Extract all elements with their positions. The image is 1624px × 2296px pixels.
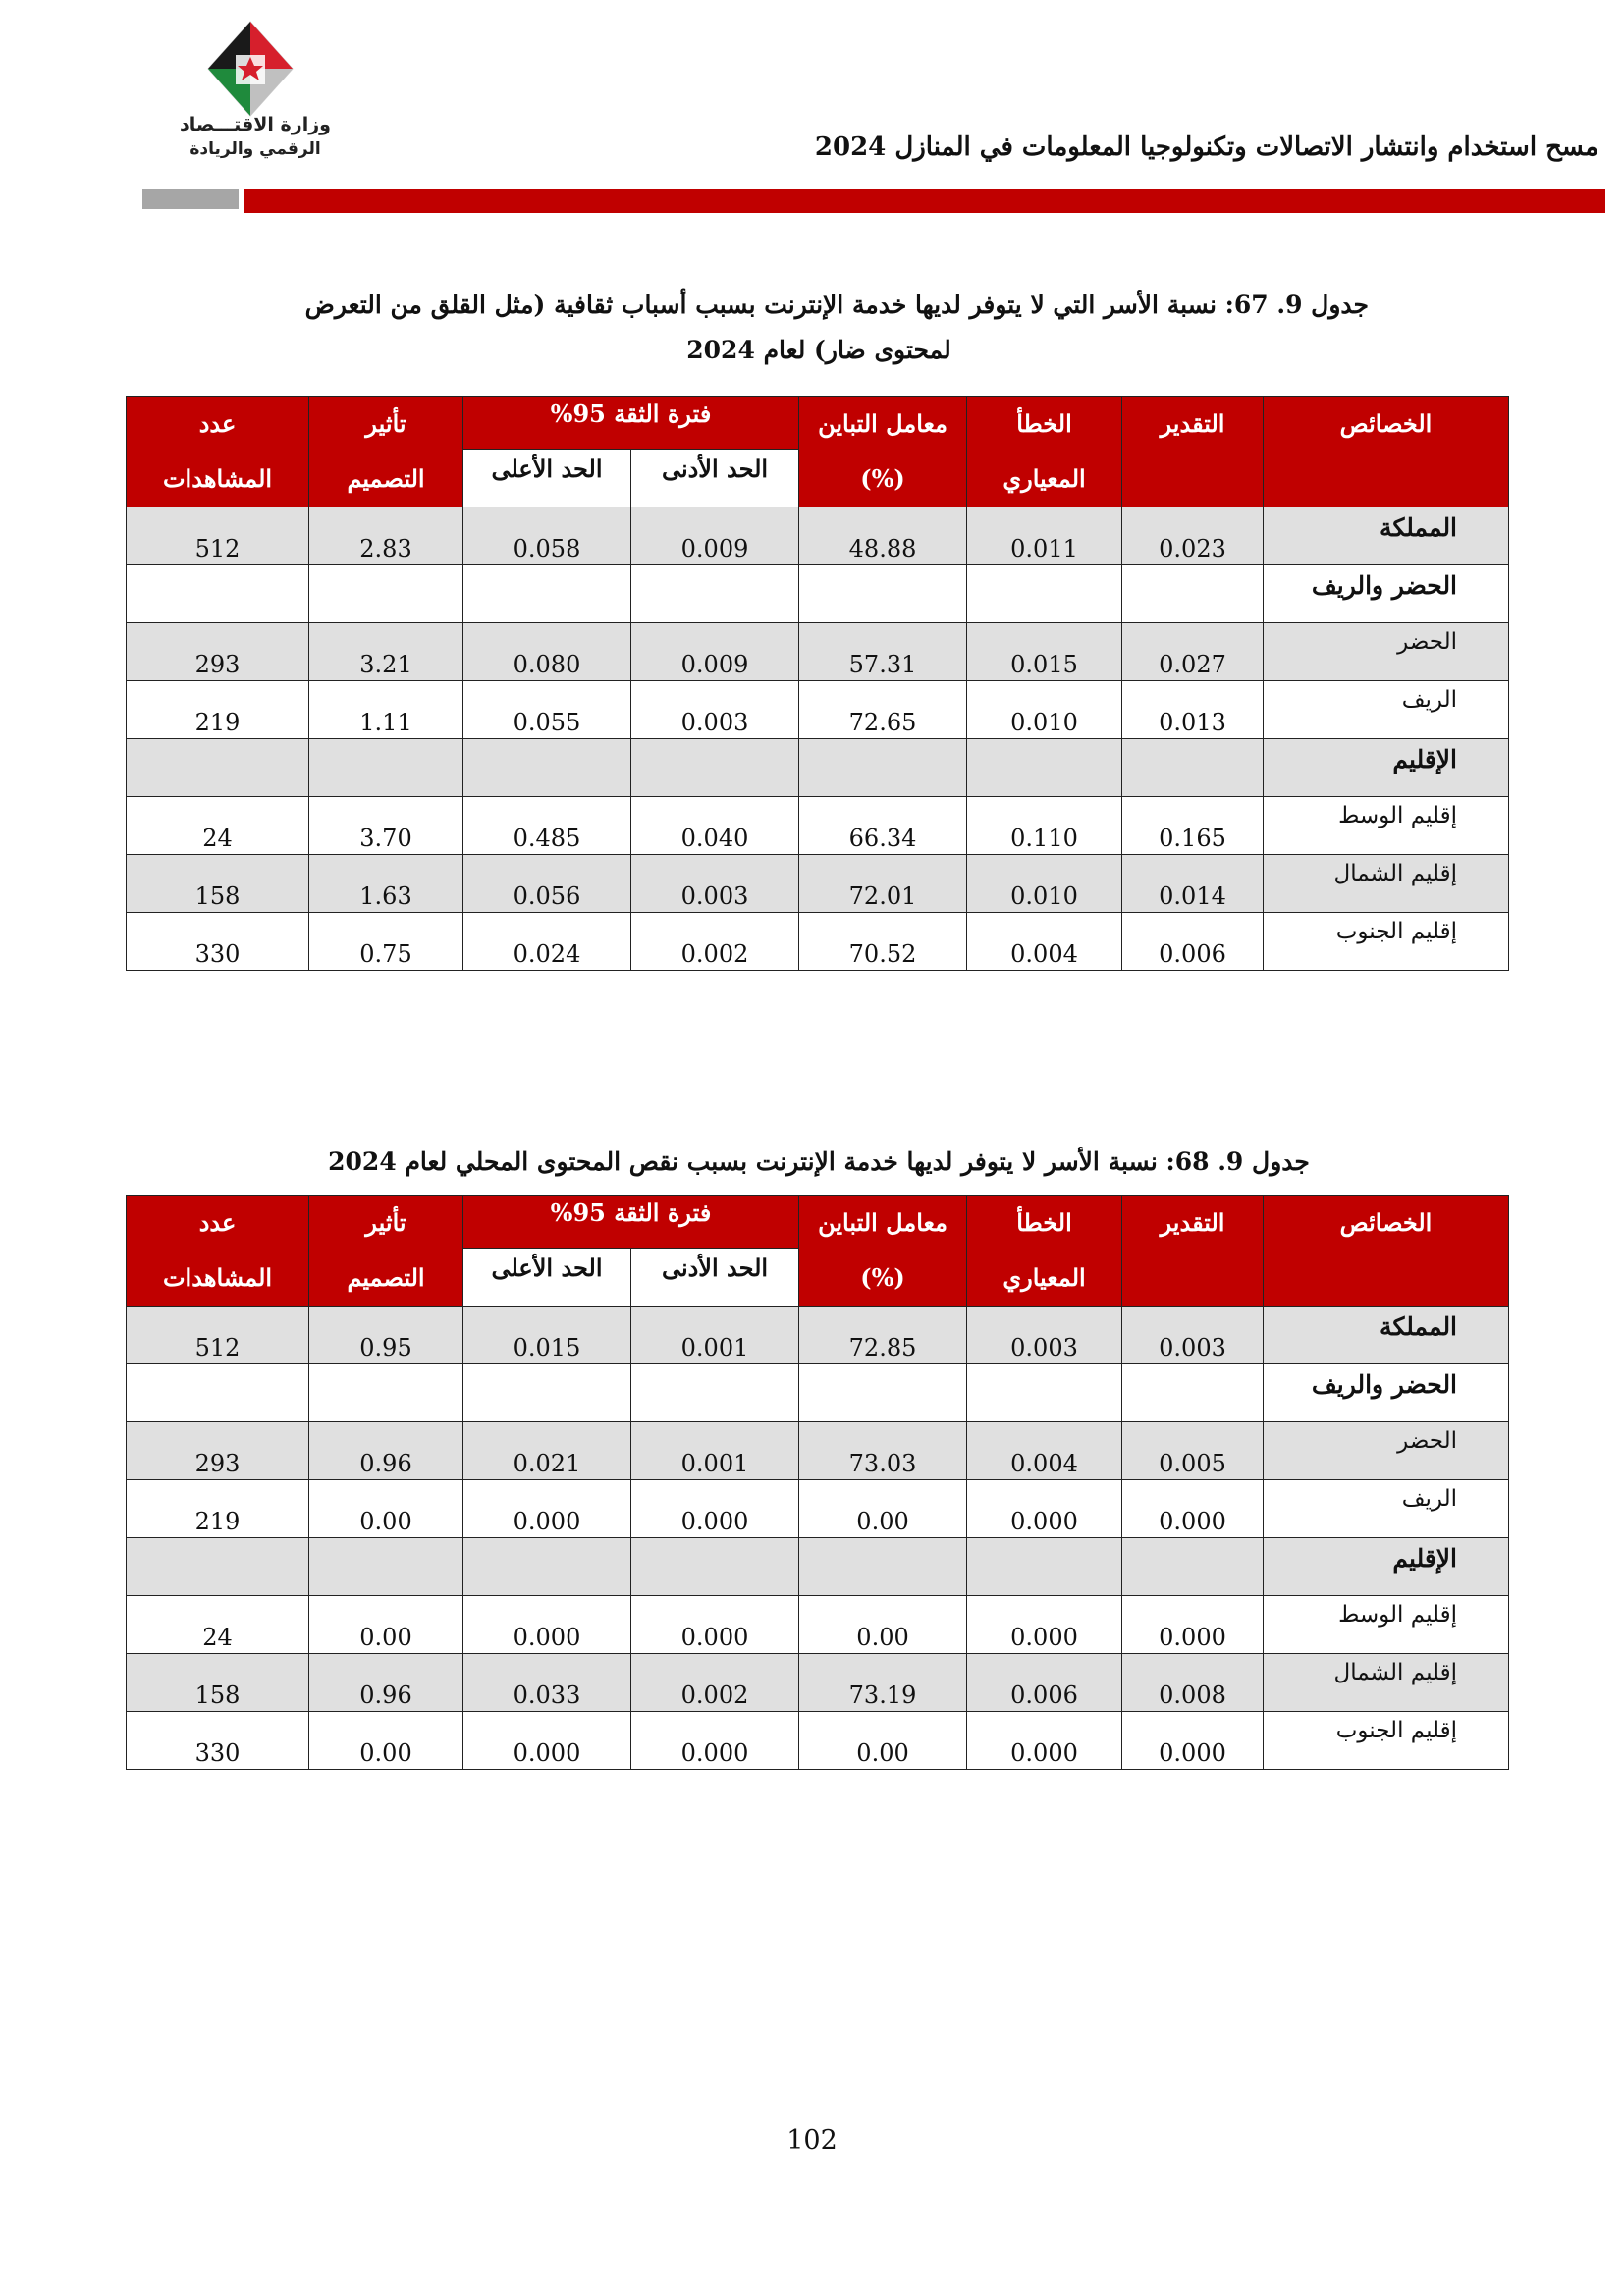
row-label: الريف [1264,681,1509,739]
table-row [127,1364,1509,1422]
upper-bound-cell: 0.021 [463,1422,631,1480]
table2-caption-line1: جدول 9. 68: نسبة الأسر لا يتوفر لديها خدمة الإنترنت بسبب نقص المحتوى المحلي لعام 2024 [328,1148,1310,1176]
estimate-cell [1122,1538,1264,1596]
cv-cell: 72.85 [799,1307,967,1364]
std-error-cell: 0.003 [967,1307,1122,1364]
row-label: الحضر [1264,1422,1509,1480]
std-error-cell [967,739,1122,797]
ministry-logo [177,20,334,167]
row-label: الحضر [1264,623,1509,681]
upper-bound-cell: 0.000 [463,1596,631,1654]
lower-bound-cell: 0.000 [631,1480,799,1538]
estimate-cell: 0.006 [1122,913,1264,971]
design-effect-cell [309,1364,463,1422]
cv-cell: 0.00 [799,1712,967,1770]
lower-bound-cell [631,565,799,623]
observations-cell: 512 [127,1307,309,1364]
observations-cell: 330 [127,913,309,971]
observations-cell: 293 [127,623,309,681]
row-label: إقليم الشمال [1264,855,1509,913]
header-observations: عدد المشاهدات [127,397,309,507]
header-characteristics: الخصائص [1264,397,1509,507]
observations-cell: 219 [127,1480,309,1538]
report-title: مسح استخدام وانتشار الاتصالات وتكنولوجيا المعلومات في المنازل 2024 [814,133,1598,162]
estimate-cell [1122,1364,1264,1422]
design-effect-cell: 3.70 [309,797,463,855]
table-row [127,507,1509,565]
header-upper-bound: الحد الأعلى [463,1248,631,1306]
design-effect-cell: 0.00 [309,1712,463,1770]
header-std-error: الخطأ المعياري [967,1196,1122,1307]
table-row [127,565,1509,623]
cv-cell [799,1364,967,1422]
design-effect-cell [309,739,463,797]
cv-cell: 72.65 [799,681,967,739]
lower-bound-cell: 0.009 [631,623,799,681]
lower-bound-cell [631,739,799,797]
table1-caption-line2: لمحتوى ضار) لعام 2024 [686,336,951,364]
design-effect-cell: 0.75 [309,913,463,971]
design-effect-cell: 0.00 [309,1480,463,1538]
page-number: 102 [786,2125,838,2156]
header-upper-bound: الحد الأعلى [463,449,631,507]
row-label: الإقليم [1264,1538,1509,1596]
cv-cell: 73.03 [799,1422,967,1480]
estimate-cell [1122,565,1264,623]
lower-bound-cell: 0.040 [631,797,799,855]
lower-bound-cell: 0.003 [631,681,799,739]
logo-line-2: الرقمي والريادة [189,139,321,159]
estimate-cell: 0.000 [1122,1712,1264,1770]
table-row [127,855,1509,913]
estimate-cell: 0.000 [1122,1480,1264,1538]
table-row [127,1596,1509,1654]
table-row [127,913,1509,971]
header-lower-bound: الحد الأدنى [631,1248,799,1306]
observations-cell: 330 [127,1712,309,1770]
observations-cell: 24 [127,1596,309,1654]
design-effect-cell: 1.11 [309,681,463,739]
upper-bound-cell: 0.024 [463,913,631,971]
row-label: الحضر والريف [1264,565,1509,623]
cv-cell [799,565,967,623]
upper-bound-cell [463,565,631,623]
estimate-cell: 0.165 [1122,797,1264,855]
observations-cell [127,1364,309,1422]
lower-bound-cell: 0.001 [631,1422,799,1480]
cv-cell: 73.19 [799,1654,967,1712]
logo-line-1: وزارة الاقتـــصاد [180,114,331,135]
estimate-cell: 0.003 [1122,1307,1264,1364]
design-effect-cell: 3.21 [309,623,463,681]
row-label: إقليم الجنوب [1264,1712,1509,1770]
std-error-cell: 0.006 [967,1654,1122,1712]
header-design-effect: تأثير التصميم [309,397,463,507]
cv-cell: 66.34 [799,797,967,855]
std-error-cell [967,1538,1122,1596]
upper-bound-cell [463,1364,631,1422]
table-row [127,623,1509,681]
row-label: إقليم الوسط [1264,1596,1509,1654]
table-row [127,1654,1509,1712]
upper-bound-cell [463,739,631,797]
design-effect-cell: 2.83 [309,507,463,565]
header-confidence-interval: فترة الثقة 95% [463,1196,799,1249]
observations-cell: 512 [127,507,309,565]
lower-bound-cell: 0.002 [631,913,799,971]
cv-cell: 0.00 [799,1480,967,1538]
cv-cell [799,739,967,797]
design-effect-cell [309,1538,463,1596]
header-design-effect: تأثير التصميم [309,1196,463,1307]
cv-cell: 0.00 [799,1596,967,1654]
upper-bound-cell: 0.058 [463,507,631,565]
table-row [127,739,1509,797]
upper-bound-cell: 0.000 [463,1712,631,1770]
estimate-cell: 0.014 [1122,855,1264,913]
header-estimate: التقدير [1122,397,1264,507]
header-std-error: الخطأ المعياري [967,397,1122,507]
header-red-bar [244,189,1605,213]
row-label: الإقليم [1264,739,1509,797]
header-cv: معامل التباين (%) [799,397,967,507]
observations-cell [127,1538,309,1596]
observations-cell: 158 [127,1654,309,1712]
std-error-cell [967,1364,1122,1422]
table1 [126,396,1509,971]
header-gray-bar [142,189,239,209]
cv-cell: 70.52 [799,913,967,971]
estimate-cell: 0.008 [1122,1654,1264,1712]
upper-bound-cell: 0.485 [463,797,631,855]
std-error-cell: 0.004 [967,1422,1122,1480]
lower-bound-cell: 0.002 [631,1654,799,1712]
estimate-cell: 0.000 [1122,1596,1264,1654]
observations-cell: 219 [127,681,309,739]
lower-bound-cell: 0.000 [631,1596,799,1654]
lower-bound-cell: 0.009 [631,507,799,565]
cv-cell [799,1538,967,1596]
table-row [127,1307,1509,1364]
estimate-cell: 0.023 [1122,507,1264,565]
row-label: الريف [1264,1480,1509,1538]
header-lower-bound: الحد الأدنى [631,449,799,507]
estimate-cell [1122,739,1264,797]
header-confidence-interval: فترة الثقة 95% [463,397,799,450]
std-error-cell: 0.004 [967,913,1122,971]
design-effect-cell: 0.96 [309,1654,463,1712]
upper-bound-cell: 0.080 [463,623,631,681]
cv-cell: 57.31 [799,623,967,681]
std-error-cell: 0.010 [967,855,1122,913]
row-label: إقليم الشمال [1264,1654,1509,1712]
lower-bound-cell: 0.003 [631,855,799,913]
std-error-cell: 0.011 [967,507,1122,565]
header-cv: معامل التباين (%) [799,1196,967,1307]
estimate-cell: 0.005 [1122,1422,1264,1480]
table-row [127,797,1509,855]
lower-bound-cell [631,1538,799,1596]
design-effect-cell: 0.00 [309,1596,463,1654]
lower-bound-cell: 0.000 [631,1712,799,1770]
header-characteristics: الخصائص [1264,1196,1509,1307]
table-row [127,1422,1509,1480]
cv-cell: 72.01 [799,855,967,913]
header-observations: عدد المشاهدات [127,1196,309,1307]
std-error-cell: 0.000 [967,1596,1122,1654]
cv-cell: 48.88 [799,507,967,565]
table1-caption [269,283,1369,373]
observations-cell: 24 [127,797,309,855]
observations-cell: 158 [127,855,309,913]
lower-bound-cell: 0.001 [631,1307,799,1364]
jordan-emblem-icon [206,20,295,118]
table-row [127,1712,1509,1770]
estimate-cell: 0.027 [1122,623,1264,681]
upper-bound-cell [463,1538,631,1596]
table2-caption [269,1140,1369,1185]
lower-bound-cell [631,1364,799,1422]
table-row [127,681,1509,739]
design-effect-cell: 0.96 [309,1422,463,1480]
row-label: الحضر والريف [1264,1364,1509,1422]
row-label: المملكة [1264,507,1509,565]
observations-cell: 293 [127,1422,309,1480]
upper-bound-cell: 0.000 [463,1480,631,1538]
std-error-cell: 0.010 [967,681,1122,739]
observations-cell [127,739,309,797]
design-effect-cell: 0.95 [309,1307,463,1364]
table-row [127,1538,1509,1596]
observations-cell [127,565,309,623]
table1-caption-line1: جدول 9. 67: نسبة الأسر التي لا يتوفر لديها خدمة الإنترنت بسبب أسباب ثقافية (مثل القلق من التعرض [304,291,1369,319]
std-error-cell: 0.110 [967,797,1122,855]
estimate-cell: 0.013 [1122,681,1264,739]
upper-bound-cell: 0.015 [463,1307,631,1364]
design-effect-cell: 1.63 [309,855,463,913]
row-label: إقليم الوسط [1264,797,1509,855]
std-error-cell [967,565,1122,623]
row-label: إقليم الجنوب [1264,913,1509,971]
upper-bound-cell: 0.055 [463,681,631,739]
upper-bound-cell: 0.056 [463,855,631,913]
table-row [127,1480,1509,1538]
upper-bound-cell: 0.033 [463,1654,631,1712]
std-error-cell: 0.000 [967,1712,1122,1770]
std-error-cell: 0.015 [967,623,1122,681]
row-label: المملكة [1264,1307,1509,1364]
table2 [126,1195,1509,1770]
std-error-cell: 0.000 [967,1480,1122,1538]
design-effect-cell [309,565,463,623]
header-estimate: التقدير [1122,1196,1264,1307]
